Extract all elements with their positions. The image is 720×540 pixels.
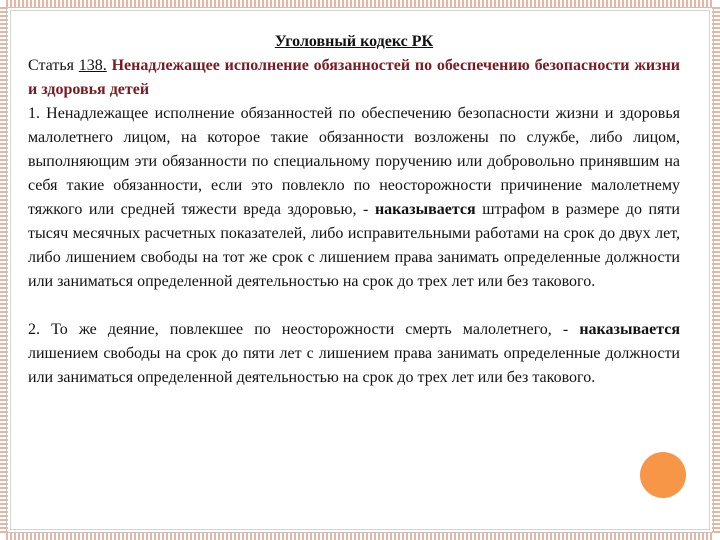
bottom-border-stripe [6,533,714,540]
paragraph-spacer [28,294,680,318]
paragraph-1-penalty-text: штрафом в размере до пяти тысяч месячных расчетных показателей, либо исправительными работами на срок до двух лет, либо лишением свободы на тот же срок с лишением права занимать определенные должности или заниматься определенной деятельностью на срок до трех лет или без такового. [28,201,680,290]
article-label: Статья [28,57,74,74]
paragraph-1-penalty-word: наказывается [374,201,476,218]
paragraph-2-text: 2. То же деяние, повлекшее по неосторожности смерть малолетнего, - [28,321,569,338]
paragraph-2 [28,318,680,390]
decorative-orange-circle [640,452,686,498]
article-header [28,54,680,102]
slide-content [28,30,680,390]
document-title: Уголовный кодекс РК [274,33,434,50]
paragraph-2-penalty-word: наказывается [579,321,680,338]
article-heading: Ненадлежащее исполнение обязанностей по обеспечению безопасности жизни и здоровья детей [28,57,681,98]
paragraph-2-penalty-text: лишением свободы на срок до пяти лет с лишением права занимать определенные должности или заниматься определенной деятельностью на срок до трех лет или без такового. [28,345,680,386]
article-number: 138. [78,57,107,74]
top-border-stripe [6,0,714,7]
paragraph-1-text: 1. Ненадлежащее исполнение обязанностей по обеспечению безопасности жизни и здоровья малолетнего лицом, на которое такие обязанности возложены по службе, либо лицом, выполняющим эти обязанности по специальному поручению или добровольно принявшим на себя такие обязанности, если это повлекло по неосторожности причинение малолетнему тяжкого или средней тяжести вреда здоровью, - [28,105,680,218]
paragraph-1 [28,102,680,294]
